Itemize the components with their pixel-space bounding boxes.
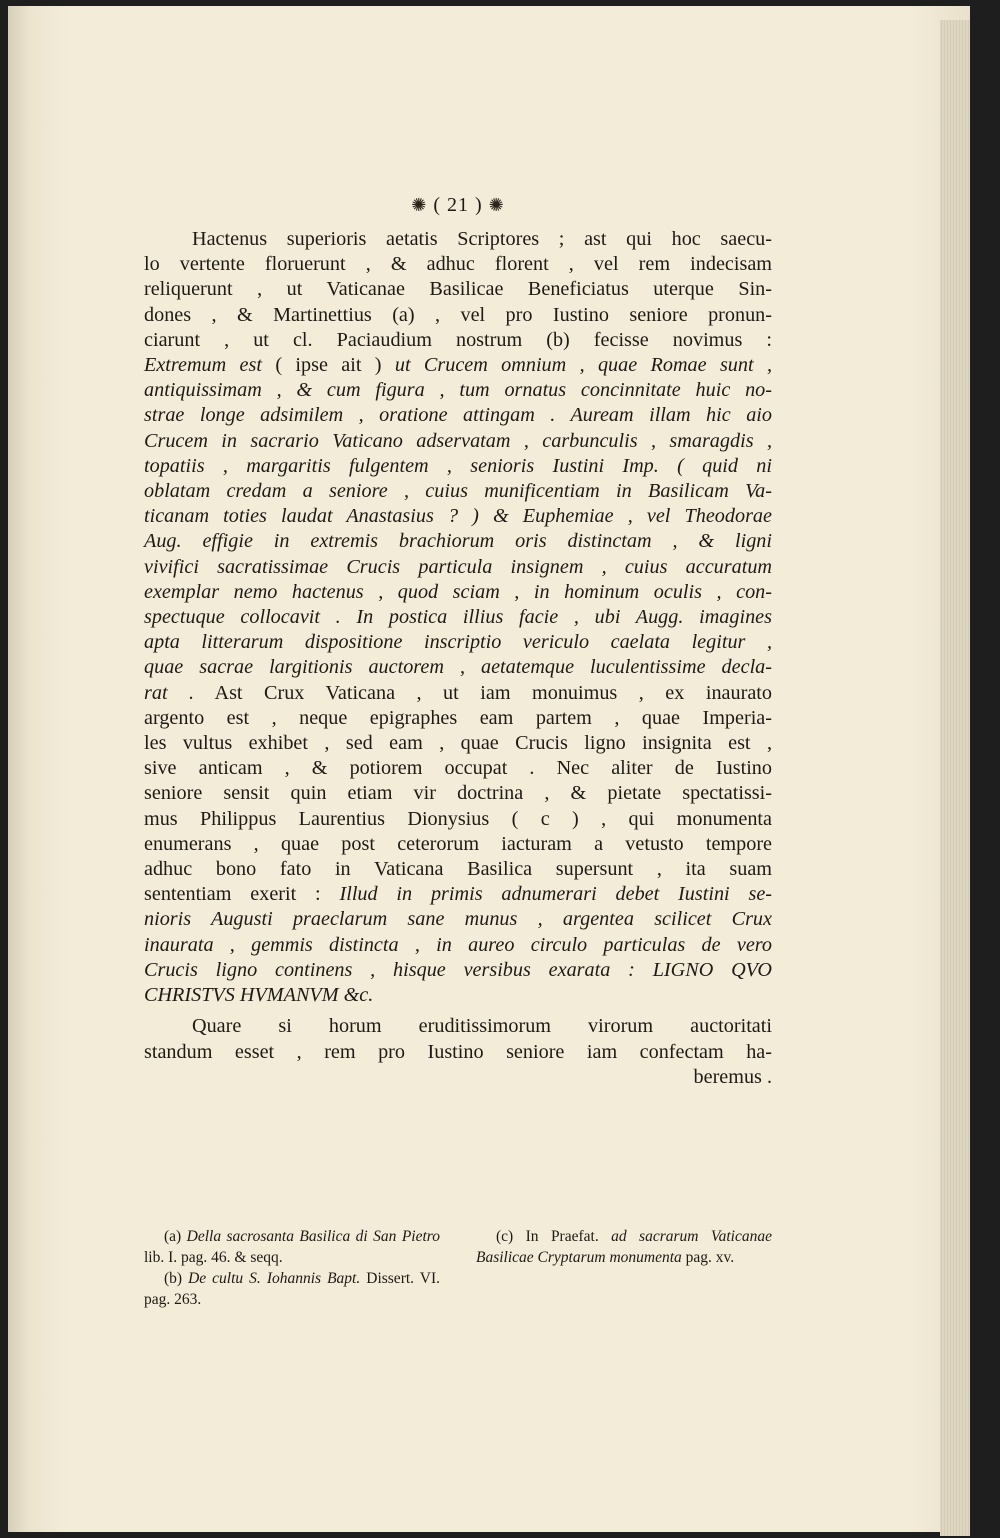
text-line bbox=[144, 630, 772, 655]
text-run: les vultus exhibet , sed eam , quae Crucis ligno insignita est , bbox=[144, 732, 772, 755]
text-run: pag. xv. bbox=[681, 1249, 735, 1266]
text-run: Crucis ligno continens , hisque versibus exarata : LIGNO QVO bbox=[144, 958, 772, 981]
text-line bbox=[144, 832, 772, 857]
text-run: strae longe adsimilem , oratione attingam . Auream illam hic aio bbox=[144, 404, 772, 427]
footnote bbox=[144, 1268, 440, 1310]
text-line bbox=[144, 807, 772, 832]
page-edge bbox=[940, 20, 970, 1536]
text-line bbox=[144, 353, 772, 378]
text-run: lib. I. pag. 46. & seqq. bbox=[144, 1249, 283, 1266]
text-run: argento est , neque epigraphes eam partem , quae Imperia- bbox=[144, 706, 772, 729]
text-run: ( ipse ait ) bbox=[262, 354, 395, 377]
footnotes-left-column bbox=[144, 1226, 440, 1310]
text-run: standum esset , rem pro Iustino seniore iam confectam ha- bbox=[144, 1040, 772, 1063]
footnotes-right-column bbox=[476, 1226, 772, 1310]
page-header bbox=[144, 194, 772, 217]
body-text bbox=[144, 227, 772, 1090]
text-line bbox=[144, 252, 772, 277]
text-line bbox=[144, 882, 772, 907]
text-run: CHRISTVS HVMANVM &c. bbox=[144, 984, 374, 1007]
text-run: exemplar nemo hactenus , quod sciam , in hominum oculis , con- bbox=[144, 580, 772, 603]
text-line bbox=[144, 958, 772, 983]
text-line bbox=[144, 227, 772, 252]
text-run: spectuque collocavit . In postica illius facie , ubi Augg. imagines bbox=[144, 606, 772, 629]
text-run: Crucem in sacrario Vaticano adservatam , carbunculis , smaragdis , bbox=[144, 429, 772, 452]
text-line bbox=[144, 1040, 772, 1065]
text-line bbox=[144, 857, 772, 882]
text-run: reliquerunt , ut Vaticanae Basilicae Beneficiatus uterque Sin- bbox=[144, 278, 772, 301]
text-run: ad sacrarum Vaticanae Basilicae Cryptarum monumenta bbox=[476, 1228, 772, 1266]
text-run: seniore sensit quin etiam vir doctrina , & pietate spectatissi- bbox=[144, 782, 772, 805]
text-line bbox=[144, 907, 772, 932]
text-run: nioris Augusti praeclarum sane munus , argentea scilicet Crux bbox=[144, 908, 772, 931]
text-line bbox=[144, 454, 772, 479]
text-run: Hactenus superioris aetatis Scriptores ; ast qui hoc saecu- bbox=[192, 228, 772, 250]
page-number: ( 21 ) bbox=[433, 194, 483, 216]
text-line bbox=[144, 580, 772, 605]
text-line bbox=[144, 781, 772, 806]
text-line bbox=[144, 303, 772, 328]
text-run: ut Crucem omnium , quae Romae sunt , bbox=[394, 354, 772, 377]
text-run: rat . bbox=[144, 681, 195, 704]
text-line bbox=[144, 555, 772, 580]
text-line bbox=[144, 277, 772, 302]
text-run: ticanam toties laudat Anastasius ? ) & Euphemiae , vel Theodorae bbox=[144, 505, 772, 528]
text-line bbox=[144, 756, 772, 781]
text-line bbox=[144, 328, 772, 353]
text-line bbox=[144, 1014, 772, 1039]
text-line bbox=[144, 504, 772, 529]
text-run: adhuc bono fato in Vaticana Basilica supersunt , ita suam bbox=[144, 858, 772, 881]
text-line bbox=[144, 429, 772, 454]
text-run: inaurata , gemmis distincta , in aureo circulo particulas de vero bbox=[144, 933, 772, 956]
text-run: topatiis , margaritis fulgentem , senioris Iustini Imp. ( quid ni bbox=[144, 454, 772, 477]
text-line bbox=[144, 681, 772, 706]
text-run: ciarunt , ut cl. Paciaudium nostrum (b) fecisse novimus : bbox=[144, 328, 772, 351]
text-line bbox=[144, 706, 772, 731]
text-run: Extremum est bbox=[144, 354, 262, 377]
ornament-right-icon: ✺ bbox=[488, 195, 505, 215]
text-run: Dissert. VI. pag. 263. bbox=[144, 1270, 440, 1308]
book-page bbox=[8, 6, 970, 1532]
text-line bbox=[144, 731, 772, 756]
text-run: (a) bbox=[164, 1228, 187, 1245]
text-run: sive anticam , & potiorem occupat . Nec aliter de Iustino bbox=[144, 757, 772, 780]
text-line bbox=[144, 933, 772, 958]
text-line bbox=[144, 529, 772, 554]
text-run: Aug. effigie in extremis brachiorum oris distinctam , & ligni bbox=[144, 530, 772, 553]
text-run: Quare si horum eruditissimorum virorum auctoritati bbox=[192, 1015, 772, 1038]
footnotes bbox=[144, 1226, 772, 1310]
text-line bbox=[144, 605, 772, 630]
text-run: enumerans , quae post ceterorum iacturam a vetusto tempore bbox=[144, 832, 772, 855]
text-run: beremus . bbox=[693, 1065, 772, 1088]
main-text-block bbox=[144, 194, 772, 1090]
ornament-left-icon: ✺ bbox=[411, 195, 428, 215]
text-run: Ast Crux Vaticana , ut iam monuimus , ex inaurato bbox=[194, 681, 772, 704]
text-line bbox=[144, 378, 772, 403]
text-run: sententiam exerit : bbox=[144, 883, 340, 906]
text-run: vivifici sacratissimae Crucis particula insignem , cuius accuratum bbox=[144, 555, 772, 578]
text-line bbox=[144, 1065, 772, 1090]
text-run: antiquissimam , & cum figura , tum ornatus concinnitate huic no- bbox=[144, 379, 772, 402]
text-run: dones , & Martinettius (a) , vel pro Iustino seniore pronun- bbox=[144, 303, 772, 326]
text-line bbox=[144, 479, 772, 504]
text-run: De cultu S. Iohannis Bapt. bbox=[188, 1270, 361, 1287]
text-line bbox=[144, 983, 772, 1008]
text-run: apta litterarum dispositione inscriptio vericulo caelata legitur , bbox=[144, 631, 772, 654]
footnote bbox=[144, 1226, 440, 1268]
text-run: Illud in primis adnumerari debet Iustini se- bbox=[339, 883, 772, 906]
text-run: oblatam credam a seniore , cuius munificentiam in Basilicam Va- bbox=[144, 480, 772, 503]
text-line bbox=[144, 403, 772, 428]
text-line bbox=[144, 655, 772, 680]
text-run: quae sacrae largitionis auctorem , aetatemque luculentissime decla- bbox=[144, 656, 772, 679]
footnote bbox=[476, 1226, 772, 1268]
text-run: lo vertente floruerunt , & adhuc florent , vel rem indecisam bbox=[144, 253, 772, 276]
text-run: Della sacrosanta Basilica di San Pietro bbox=[186, 1228, 440, 1245]
text-run: (c) In Praefat. bbox=[496, 1228, 612, 1245]
text-run: (b) bbox=[164, 1270, 189, 1287]
text-run: mus Philippus Laurentius Dionysius ( c ) , qui monumenta bbox=[144, 807, 772, 830]
